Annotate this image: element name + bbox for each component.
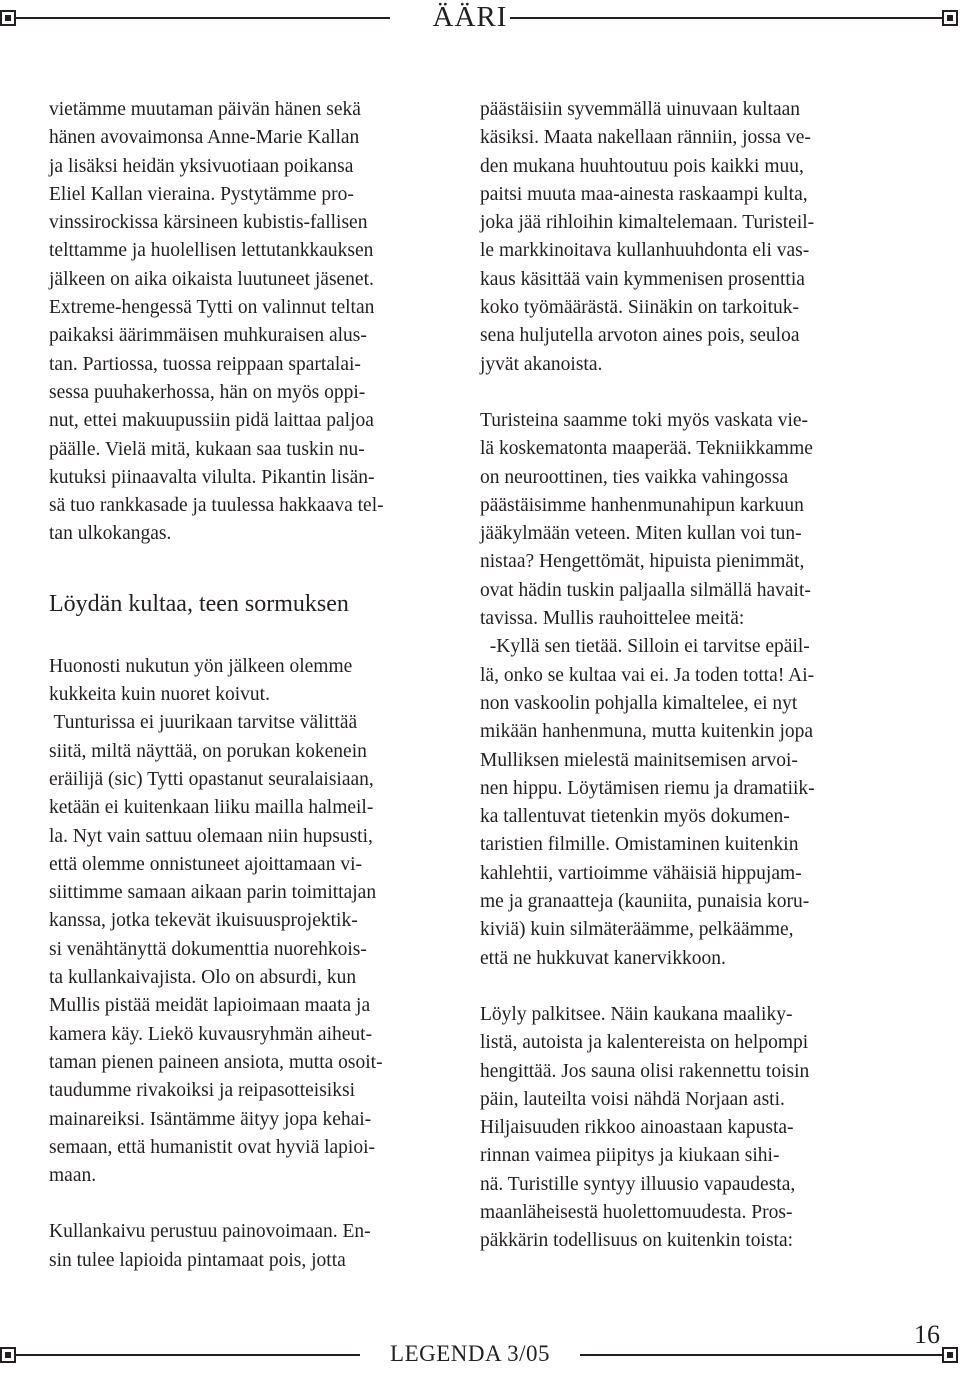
text-line: maanläheisestä huolettomuudesta. Pros- <box>480 1201 793 1223</box>
right-paragraph-1 <box>480 96 900 379</box>
text-line: nen hippu. Löytämisen riemu ja dramatiik- <box>480 777 815 799</box>
text-line: siitä, miltä näyttää, on porukan kokenein <box>49 740 367 762</box>
left-paragraph-3 <box>49 1218 449 1275</box>
text-line: mainareiksi. Isäntämme äityy jopa kehai- <box>49 1108 372 1130</box>
text-line: maan. <box>49 1165 97 1187</box>
footer-left-square-ornament <box>0 1347 16 1363</box>
left-column <box>49 96 449 1275</box>
text-line: -Kyllä sen tietää. Silloin ei tarvitse epäil- <box>480 636 810 658</box>
footer-title: LEGENDA 3/05 <box>390 1341 550 1366</box>
footer-right-square-ornament <box>942 1347 958 1363</box>
text-line: nut, ettei makuupussiin pidä laittaa paljoa <box>49 410 374 432</box>
text-line: Mullis pistää meidät lapioimaan maata ja <box>49 995 371 1017</box>
text-line: kutuksi piinaavalta vilulta. Pikantin lisän- <box>49 466 375 488</box>
text-line: ja lisäksi heidän yksivuotiaan poikansa <box>49 155 354 177</box>
text-line: me ja granaatteja (kauniita, punaisia koru- <box>480 891 810 913</box>
text-line: koko työmäärästä. Siinäkin on tarkoituk- <box>480 297 799 319</box>
text-line: lä, onko se kultaa vai ei. Ja toden totta! Ai- <box>480 664 815 686</box>
page-number: 16 <box>914 1320 940 1349</box>
left-paragraph-2 <box>49 653 449 1191</box>
text-line: kahlehtii, vartioimme vähäisiä hippujam- <box>480 862 802 884</box>
paragraph-gap <box>49 1190 449 1218</box>
text-line: mikään hanhenmuna, mutta kuitenkin jopa <box>480 721 814 743</box>
paragraph-gap <box>480 973 900 1001</box>
text-line: kaus käsittää vain kymmenisen prosenttia <box>480 268 805 290</box>
header-left-square-ornament <box>0 10 16 26</box>
text-line: tavissa. Mullis rauhoittelee meitä: <box>480 608 745 630</box>
text-line: tan ulkokangas. <box>49 523 172 545</box>
header-right-square-ornament <box>942 10 958 26</box>
text-line: Eliel Kallan vieraina. Pystytämme pro- <box>49 183 354 205</box>
text-line: vietämme muutaman päivän hänen sekä <box>49 99 361 120</box>
text-line: lä koskematonta maaperää. Tekniikkamme <box>480 438 813 460</box>
text-line: kukkeita kuin nuoret koivut. <box>49 684 270 706</box>
text-line: jyvät akanoista. <box>480 353 603 375</box>
text-line: ta kullankaivajista. Olo on absurdi, kun <box>49 967 357 989</box>
right-column <box>480 96 900 1256</box>
text-line: non vaskoolin pohjalla kimaltelee, ei nyt <box>480 692 798 714</box>
text-line: päälle. Vielä mitä, kukaan saa tuskin nu- <box>49 438 365 460</box>
text-line: ovat hädin tuskin paljaalla silmällä havait- <box>480 579 811 601</box>
footer-left-rule <box>16 1354 360 1356</box>
text-line: Turisteina saamme toki myös vaskata vie- <box>480 409 809 431</box>
text-line: ka tallentuvat tietenkin myös dokumen- <box>480 806 790 828</box>
text-line: den mukana huuhtoutuu pois kaikki muu, <box>480 155 804 177</box>
text-line: nä. Turistille syntyy illuusio vapaudesta, <box>480 1173 796 1195</box>
text-line: ketään ei kuitenkaan liiku mailla halmeil- <box>49 797 374 819</box>
text-line: jääkylmään veteen. Miten kullan voi tun- <box>480 523 802 545</box>
text-line: hänen avovaimonsa Anne-Marie Kallan <box>49 127 360 149</box>
text-line: Löyly palkitsee. Näin kaukana maaliky- <box>480 1003 793 1025</box>
text-line: päästäisimme hanhenmunahipun karkuun <box>480 494 804 516</box>
footer-right-rule <box>580 1354 942 1356</box>
text-line: jälkeen on aika oikaista luutuneet jäsenet. <box>49 268 374 290</box>
text-line: la. Nyt vain sattuu olemaan niin hupsusti, <box>49 825 373 847</box>
text-line: Huonosti nukutun yön jälkeen olemme <box>49 655 353 677</box>
text-line: Mulliksen mielestä mainitsemisen arvoi- <box>480 749 798 771</box>
section-subheading: Löydän kultaa, teen sormuksen <box>49 590 349 617</box>
text-line: nistaa? Hengettömät, hipuista pienimmät, <box>480 551 805 573</box>
text-line: tan. Partiossa, tuossa reippaan spartalai- <box>49 353 361 375</box>
text-line: päästäisiin syvemmällä uinuvaan kultaan <box>480 99 801 120</box>
text-line: Extreme-hengessä Tytti on valinnut teltan <box>49 297 375 319</box>
text-line: si venähtänyttä dokumenttia nuorehkois- <box>49 938 367 960</box>
text-line: että ne hukkuvat kanervikkoon. <box>480 947 726 969</box>
text-line: sin tulee lapioida pintamaat pois, jotta <box>49 1249 346 1271</box>
text-line: sena huljutella arvoton aines pois, seuloa <box>480 325 800 347</box>
text-line: Tunturissa ei juurikaan tarvitse välittää <box>49 712 358 734</box>
header-title: ÄÄRI <box>432 1 508 33</box>
text-line: listä, autoista ja kalentereista on helpompi <box>480 1032 809 1054</box>
text-line: le markkinoitava kullanhuuhdonta eli vas- <box>480 240 810 262</box>
text-line: sä tuo rankkasade ja tuulessa hakkaava tel- <box>49 495 384 517</box>
text-line: paitsi muuta maa-ainesta raskaampi kulta, <box>480 183 808 205</box>
text-line: rinnan vaimea piipitys ja kiukaan sihi- <box>480 1145 780 1167</box>
text-line: kanssa, jotka tekevät ikuisuusprojektik- <box>49 910 358 932</box>
text-line: Hiljaisuuden rikkoo ainoastaan kapusta- <box>480 1117 794 1139</box>
text-line: päkkärin todellisuus on kuitenkin toista: <box>480 1230 794 1252</box>
text-line: taudumme rivakoiksi ja reipasotteisiksi <box>49 1080 355 1102</box>
text-line: siittimme samaan aikaan parin toimittajan <box>49 882 377 904</box>
paragraph-gap <box>480 379 900 407</box>
text-line: Kullankaivu perustuu painovoimaan. En- <box>49 1221 371 1243</box>
right-paragraph-2 <box>480 407 900 973</box>
text-line: vinssirockissa kärsineen kubistis-fallisen <box>49 212 368 234</box>
header-right-rule <box>510 17 942 19</box>
text-line: kamera käy. Liekö kuvausryhmän aiheut- <box>49 1023 373 1045</box>
text-line: telttamme ja huolellisen lettutankkauksen <box>49 240 374 262</box>
text-line: hengittää. Jos sauna olisi rakennettu toisin <box>480 1060 810 1082</box>
text-line: käsiksi. Maata nakellaan ränniin, jossa ve- <box>480 127 811 149</box>
header-left-rule <box>16 17 390 19</box>
text-line: sessa puuhakerhossa, hän on myös oppi- <box>49 381 366 403</box>
text-line: on neuroottinen, ties vaikka vahingossa <box>480 466 789 488</box>
text-line: päin, lauteilta voisi nähdä Norjaan asti. <box>480 1088 785 1110</box>
text-line: taman pienen paineen ansiota, mutta osoit- <box>49 1051 383 1073</box>
text-line: kiviä) kuin silmäteräämme, pelkäämme, <box>480 919 794 941</box>
text-line: semaan, että humanistit ovat hyviä lapioi- <box>49 1136 375 1158</box>
left-paragraph-1 <box>49 96 449 549</box>
text-line: paikaksi äärimmäisen muhkuraisen alus- <box>49 325 367 347</box>
text-line: että olemme onnistuneet ajoittamaan vi- <box>49 853 362 875</box>
text-line: eräilijä (sic) Tytti opastanut seuralaisiaan, <box>49 768 374 790</box>
text-line: taristien filmille. Omistaminen kuitenkin <box>480 834 799 856</box>
right-paragraph-3 <box>480 1001 900 1256</box>
text-line: joka jää rihloihin kimaltelemaan. Turisteil- <box>480 212 815 234</box>
